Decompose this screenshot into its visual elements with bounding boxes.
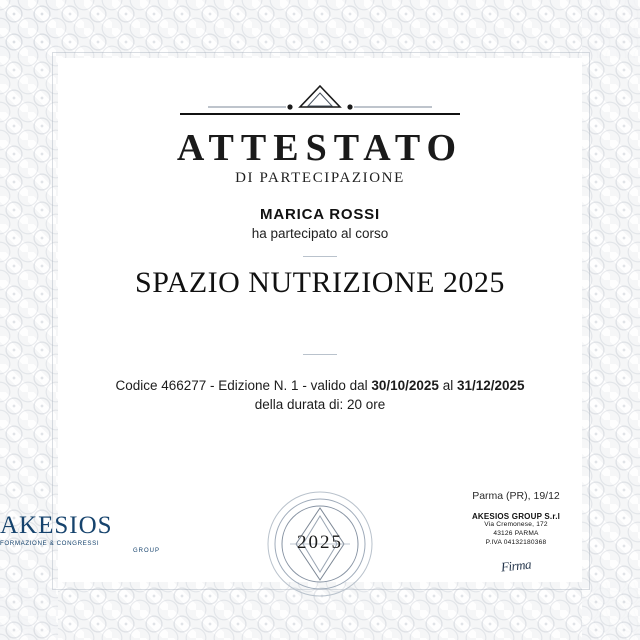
company-name: AKESIOS GROUP S.r.l bbox=[471, 512, 561, 521]
valid-from-date: 30/10/2025 bbox=[371, 378, 439, 393]
recipient-name: MARICA ROSSI bbox=[260, 206, 380, 223]
top-emblem-ornament bbox=[58, 80, 582, 126]
seal-year: 2025 bbox=[297, 532, 343, 553]
divider-above-course bbox=[303, 256, 337, 257]
logo-sub: GROUP bbox=[132, 548, 160, 554]
certificate-seal bbox=[266, 490, 374, 598]
code-edition-line bbox=[58, 378, 582, 393]
logo-name: AKESIOS bbox=[0, 512, 113, 539]
valid-to-date: 31/12/2025 bbox=[456, 378, 525, 393]
akesios-logo bbox=[0, 513, 160, 565]
participation-text: ha partecipato al corso bbox=[251, 226, 389, 241]
duration-line: della durata di: 20 ore bbox=[254, 397, 386, 412]
divider-below-course bbox=[303, 354, 337, 355]
signature-block bbox=[418, 490, 614, 574]
code-prefix-text: Codice 466277 - Edizione N. 1 - valido dal bbox=[115, 378, 372, 393]
company-address-line-3: P.IVA 04132180368 bbox=[485, 538, 547, 546]
code-middle-text: al bbox=[438, 378, 457, 393]
emblem-svg bbox=[58, 80, 582, 126]
logo-tagline: FORMAZIONE & CONGRESSI bbox=[0, 540, 100, 547]
page-title: ATTESTATO bbox=[176, 127, 464, 169]
certificate-content bbox=[0, 58, 582, 582]
document-subtitle: DI PARTECIPAZIONE bbox=[235, 170, 405, 186]
company-address-line-1: Via Cremonese, 172 bbox=[484, 521, 548, 528]
handwritten-signature: Firma bbox=[500, 556, 532, 575]
place-and-date: Parma (PR), 19/12 bbox=[472, 490, 560, 502]
course-name: SPAZIO NUTRIZIONE 2025 bbox=[135, 266, 505, 299]
ornament-border-top bbox=[0, 0, 640, 58]
company-address-line-2: 43126 PARMA bbox=[493, 529, 539, 537]
